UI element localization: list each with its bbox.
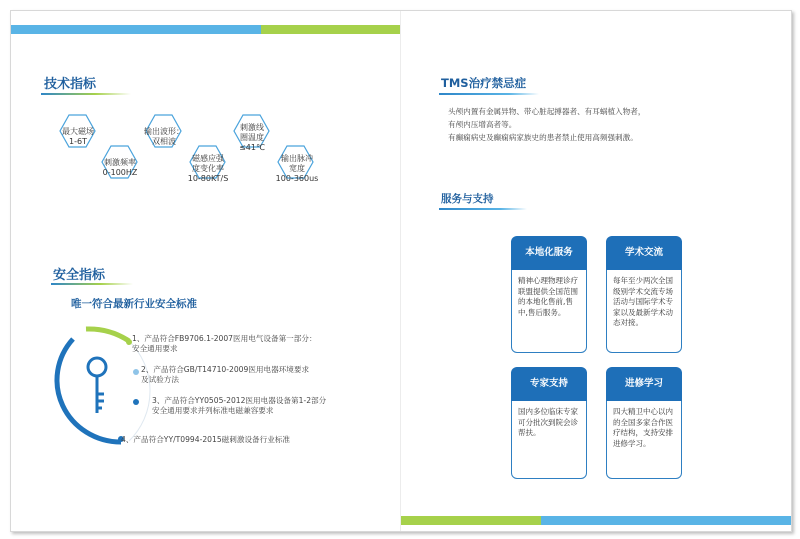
tech-specs-title: 技术指标 xyxy=(44,77,97,92)
brochure-spread xyxy=(10,10,792,532)
standard-1: 1、产品符合FB9706.1-2007医用电气设备第一部分： 安全通用要求 xyxy=(132,334,317,353)
card-academic-exchange-title: 学术交流 xyxy=(606,236,682,270)
bottom-accent-bar-blue xyxy=(541,516,791,525)
bottom-accent-bar-green xyxy=(401,516,541,525)
standards-arc-graphic xyxy=(11,11,411,531)
contra-line-2: 有颅内压增高者等。 xyxy=(448,120,517,129)
card-advanced-study-body: 四大精卫中心以内的全国多家合作医疗结构，支持安排进修学习。 xyxy=(613,407,673,448)
card-expert-support xyxy=(511,374,587,479)
hex-label-pulse-width: 输出脉冲 宽度 100-360us xyxy=(275,154,319,183)
bullet-3 xyxy=(133,399,139,405)
service-title-underline xyxy=(439,208,527,210)
hex-label-coil-temp: 刺激线 圈温度 ≤41℃ xyxy=(239,123,265,152)
hex-label-waveform: 输出波形： 双相波 xyxy=(144,127,184,146)
hex-label-max-field: 最大磁场 1-6T xyxy=(62,127,94,146)
contra-line-1: 头颅内置有金属异物、带心脏起搏器者、有耳蜗植入物者， xyxy=(448,107,646,116)
card-expert-support-body: 国内多位临床专家可分批次到院会诊帮扶。 xyxy=(518,407,578,437)
card-local-service-body: 精神心理物理诊疗联盟提供全国范围的本地化售前,售中,售后服务。 xyxy=(518,276,578,317)
service-title: 服务与支持 xyxy=(441,193,494,205)
hex-label-stim-freq: 刺激频率 0-100HZ xyxy=(102,158,138,177)
standard-4: 4、产品符合YY/T0994-2015磁刺激设备行业标准 xyxy=(121,435,291,444)
safety-title: 安全指标 xyxy=(53,268,106,283)
standard-2: 2、产品符合GB/T14710-2009医用电器环境要求 及试验方法 xyxy=(141,365,310,384)
standard-3: 3、产品符合YY0505-2012医用电器设备第1-2部分 安全通用要求并列标准电磁兼容要求 xyxy=(152,396,327,415)
card-academic-exchange-body: 每年至少两次全国级别学术交流专场活动与国际学术专家以及最新学术动态对接。 xyxy=(613,276,673,327)
card-local-service-title: 本地化服务 xyxy=(511,236,587,270)
card-academic-exchange xyxy=(606,243,682,353)
card-advanced-study xyxy=(606,374,682,479)
hex-label-rate: 磁感应强 度变化率 10-80KT/S xyxy=(187,154,229,183)
card-advanced-study-title: 进修学习 xyxy=(606,367,682,401)
safety-subtitle: 唯一符合最新行业安全标准 xyxy=(71,298,197,310)
contra-title-underline xyxy=(439,93,539,95)
contraindications-title: TMS治疗禁忌症 xyxy=(441,76,527,90)
card-expert-support-title: 专家支持 xyxy=(511,367,587,401)
card-local-service xyxy=(511,243,587,353)
bullet-2 xyxy=(133,369,139,375)
key-icon xyxy=(88,358,106,413)
contra-line-3: 有癫痫病史及癫痫病家族史的患者禁止使用高频强刺激。 xyxy=(448,133,638,142)
